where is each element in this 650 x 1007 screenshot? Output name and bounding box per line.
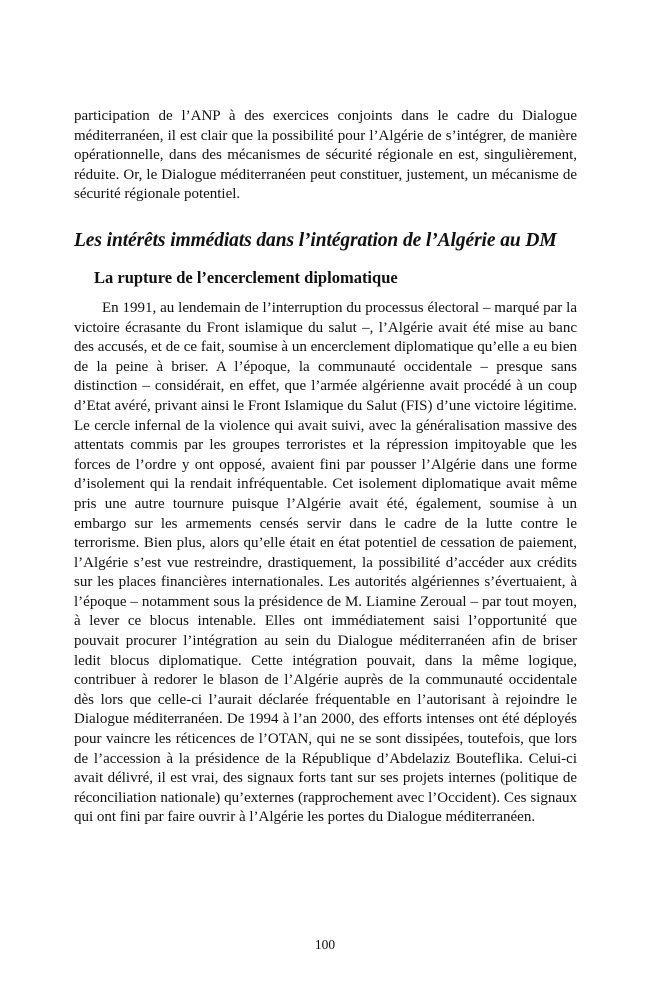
body-paragraph: En 1991, au lendemain de l’interruption du processus électoral – marqué par la victoire écrasante du Front islamique du salut –, l’Algérie avait été mise au banc des accusés, et de ce fait, soumise à un encerclement diplomatique qu’elle a eu bien de la peine à briser. A l’époque, la communauté occidentale – presque sans distinction – considérait, en effet, que l’armée algérienne avait procédé à un coup d’Etat avéré, privant ainsi le Front Islamique du Salut (FIS) d’une victoire légitime. Le cercle infernal de la violence qui avait suivi, avec la généralisation massive des attentats commis par les groupes terroristes et la répression impitoyable que les forces de l’ordre y ont opposé, avaient fini par pousser l’Algérie dans une forme d’isolement qui la rendait infréquentable. Cet isolement diplomatique avait même pris une autre tournure puisque l’Algérie avait été, également, soumise à un embargo sur les armements censés servir dans le cadre de la lutte contre le terrorisme. Bien plus, alors qu’elle était en état potentiel de cessation de paiement, l’Algérie s’est vue restreindre, drastiquement, la possibilité d’accéder aux crédits sur les places financières internationales. Les autorités algériennes s’évertuaient, à l’époque – notamment sous la présidence de M. Liamine Zeroual – par tout moyen, à lever ce blocus intenable. Elles ont immédiatement saisi l’opportunité que pouvait procurer l’intégration au sein du Dialogue méditerranéen afin de briser ledit blocus diplomatique. Cette intégration pouvait, dans la même logique, contribuer à redorer le blason de l’Algérie auprès de la communauté occidentale dès lors que celle-ci l’aurait déclarée fréquentable en l’autorisant à rejoindre le Dialogue méditerranéen. De 1994 à l’an 2000, des efforts intenses ont été déployés pour vaincre les réticences de l’OTAN, qui ne se sont dissipées, toutefois, que lors de l’accession à la présidence de la République d’Abdelaziz Bouteflika. Celui-ci avait délivré, il est vrai, des signaux forts tant sur ses projets internes (politique de réconciliation nationale) qu’externes (rapprochement avec l’Occident). Ces signaux qui ont fini par faire ouvrir à l’Algérie les portes du Dialogue méditerranéen. bbox=[74, 299, 577, 826]
intro-paragraph: participation de l’ANP à des exercices conjoints dans le cadre du Dialogue méditerranéen, il est clair que la possibilité pour l’Algérie de s’intégrer, de manière opérationnelle, dans des mécanismes de sécurité régionale en est, singulièrement, réduite. Or, le Dialogue méditerranéen peut constituer, justement, un mécanisme de sécurité régionale potentiel. bbox=[74, 108, 577, 203]
page-number: 100 bbox=[314, 937, 336, 952]
subsection-heading: La rupture de l’encerclement diplomatique bbox=[94, 267, 398, 287]
page-body bbox=[74, 107, 577, 828]
section-heading: Les intérêts immédiats dans l’intégration de l’Algérie au DM bbox=[74, 229, 557, 251]
